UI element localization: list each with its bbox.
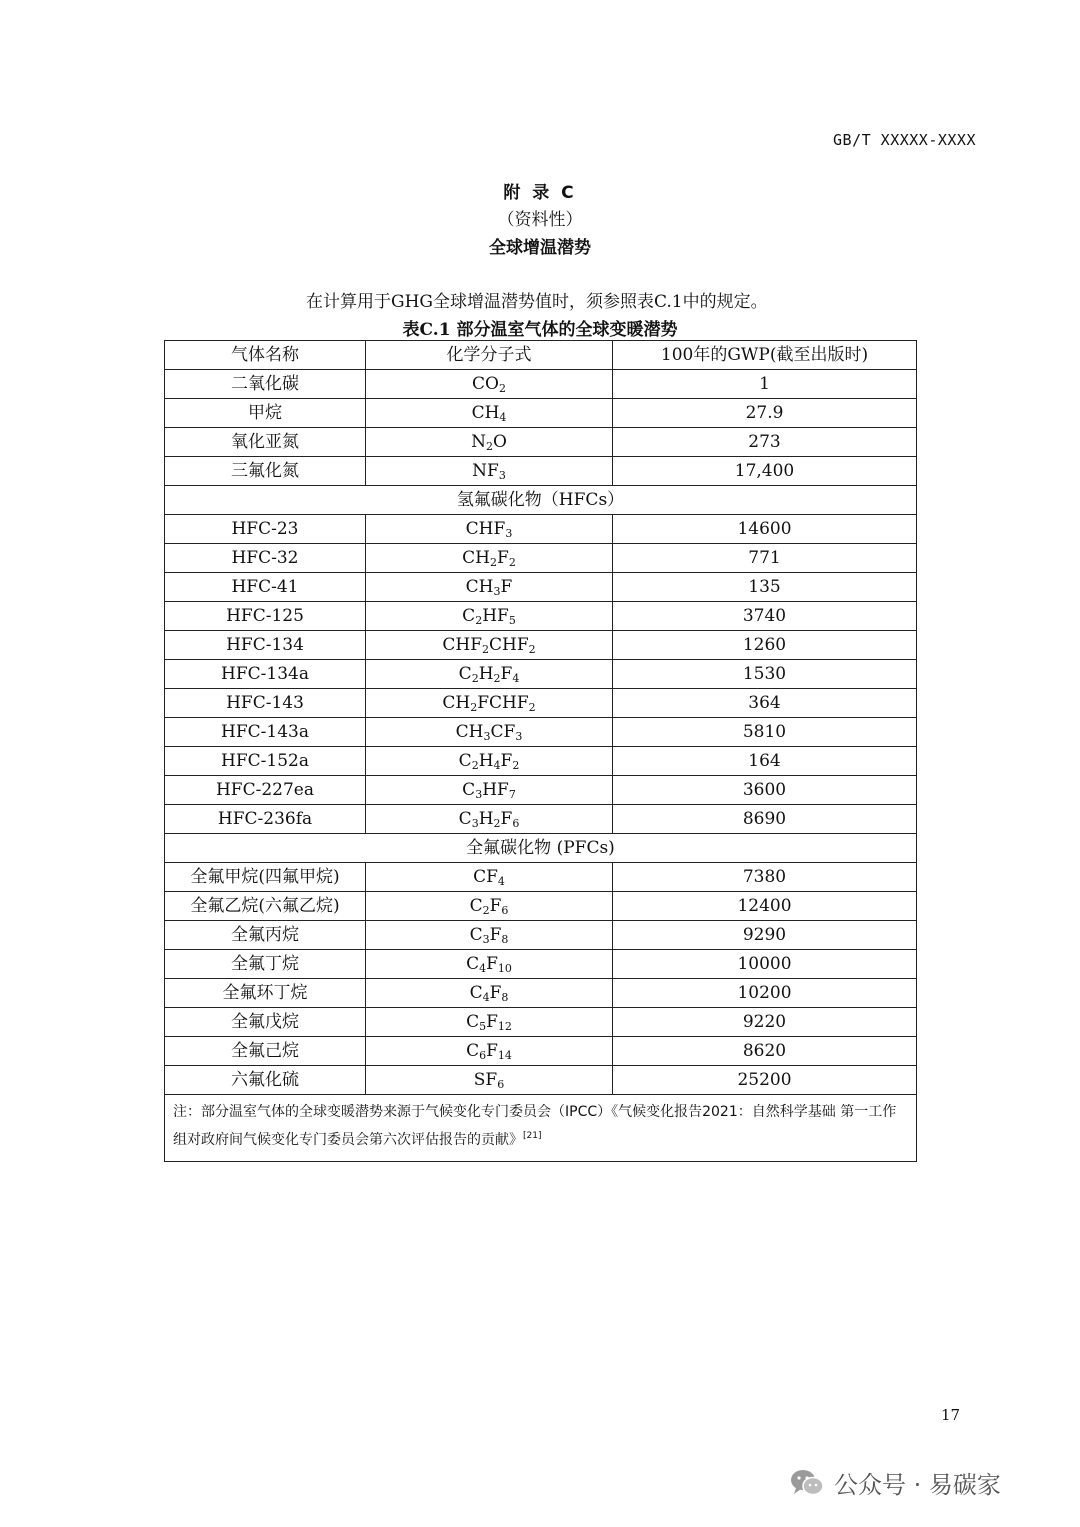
formula-text: C [458,751,472,771]
gwp-value-cell: 364 [613,689,917,718]
group-title: 氢氟碳化物（HFCs） [165,486,917,515]
gas-name-cell: 全氟丙烷 [165,921,366,950]
formula-subscript: 6 [501,904,509,917]
formula-text: F [486,1012,498,1032]
formula-subscript: 2 [482,904,490,917]
formula-text: C [469,925,483,945]
table-row [165,689,917,718]
gwp-value-cell: 135 [613,573,917,602]
gwp-value-cell: 17,400 [613,457,917,486]
gwp-value-cell: 7380 [613,863,917,892]
table-row [165,863,917,892]
formula-cell [366,631,613,660]
formula-subscript: 2 [512,759,520,772]
formula-subscript: 3 [483,730,491,743]
gwp-value-cell: 3740 [613,602,917,631]
formula-text: CHF [489,635,529,655]
gwp-value-cell: 8620 [613,1037,917,1066]
gwp-value-cell: 273 [613,428,917,457]
gas-name-cell: 全氟戊烷 [165,1008,366,1037]
wechat-icon [790,1468,824,1498]
table-row [165,950,917,979]
formula-subscript: 2 [470,701,478,714]
gwp-value-cell: 9220 [613,1008,917,1037]
formula-text: CF [473,867,498,887]
formula-cell [366,805,613,834]
table-row [165,602,917,631]
table-row [165,892,917,921]
gwp-value-cell: 10000 [613,950,917,979]
formula-text: C [469,983,483,1003]
formula-cell [366,1008,613,1037]
table-body [165,370,917,1095]
formula-cell [366,689,613,718]
formula-cell [366,428,613,457]
formula-text: CF [490,722,516,742]
formula-subscript: 8 [501,991,509,1004]
formula-text: HF [482,780,509,800]
formula-cell [366,544,613,573]
formula-cell [366,602,613,631]
group-header-row [165,486,917,515]
formula-subscript: 6 [512,817,520,830]
formula-text: CH [442,693,471,713]
formula-text: CH [471,403,500,423]
formula-subscript: 3 [475,788,483,801]
formula-subscript: 2 [471,672,479,685]
formula-subscript: 8 [501,933,509,946]
table-row [165,1037,917,1066]
formula-cell [366,776,613,805]
table-row [165,805,917,834]
gas-name-cell: HFC-41 [165,573,366,602]
appendix-subject: 全球增温潜势 [489,238,591,258]
gas-name-cell: HFC-134 [165,631,366,660]
formula-text: H [478,751,494,771]
note-row [165,1095,917,1162]
header-gas-name: 气体名称 [165,341,366,370]
intro-paragraph: 在计算用于GHG全球增温潜势值时，须参照表C.1中的规定。 [306,292,768,312]
formula-text: F [500,577,513,597]
formula-subscript: 14 [497,1049,512,1062]
table-note [165,1095,917,1162]
table-row [165,660,917,689]
note-reference: [21] [523,1131,542,1141]
formula-subscript: 6 [479,1049,487,1062]
gas-name-cell: 全氟甲烷(四氟甲烷) [165,863,366,892]
formula-subscript: 7 [508,788,516,801]
watermark-text: 公众号 · 易碳家 [834,1471,1001,1499]
formula-subscript: 12 [497,1020,512,1033]
formula-cell [366,718,613,747]
gas-name-cell: HFC-134a [165,660,366,689]
note-label: 注： [173,1104,201,1120]
formula-cell [366,399,613,428]
formula-text: NF [472,461,499,481]
formula-cell [366,660,613,689]
gwp-value-cell: 25200 [613,1066,917,1095]
table-row [165,399,917,428]
formula-text: F [500,751,513,771]
gas-name-cell: HFC-143 [165,689,366,718]
standard-code: GB/T XXXXX-XXXX [833,131,976,149]
gas-name-cell: HFC-143a [165,718,366,747]
formula-text: CH [462,548,491,568]
formula-text: CH [465,577,494,597]
gwp-value-cell: 27.9 [613,399,917,428]
table-row [165,1066,917,1095]
formula-text: CHF [442,635,482,655]
formula-text: F [500,664,513,684]
formula-text: F [497,548,509,568]
formula-subscript: 2 [482,643,489,656]
formula-subscript: 2 [493,817,501,830]
gas-name-cell: HFC-32 [165,544,366,573]
formula-text: C [462,780,476,800]
formula-subscript: 4 [499,411,507,424]
table-header-row [165,341,917,370]
table-row [165,544,917,573]
gwp-value-cell: 3600 [613,776,917,805]
gas-name-cell: 甲烷 [165,399,366,428]
formula-subscript: 2 [528,643,536,656]
gwp-value-cell: 164 [613,747,917,776]
gwp-value-cell: 12400 [613,892,917,921]
table-row [165,776,917,805]
formula-subscript: 2 [490,556,498,569]
formula-text: C [466,954,480,974]
formula-subscript: 2 [508,556,516,569]
formula-text: N [471,432,486,452]
gas-name-cell: 全氟丁烷 [165,950,366,979]
group-header-row [165,834,917,863]
formula-text: F [489,983,502,1003]
formula-text: C [469,896,483,916]
formula-cell [366,892,613,921]
formula-text: H [478,664,494,684]
gwp-value-cell: 8690 [613,805,917,834]
table-row [165,718,917,747]
watermark [790,1465,1001,1500]
gwp-table [164,340,917,1162]
formula-text: SF [473,1070,498,1090]
gwp-value-cell: 10200 [613,979,917,1008]
formula-subscript: 6 [497,1078,505,1091]
formula-cell [366,921,613,950]
formula-subscript: 3 [498,469,506,482]
formula-cell [366,457,613,486]
gas-name-cell: 三氟化氮 [165,457,366,486]
formula-cell [366,747,613,776]
formula-subscript: 4 [493,759,501,772]
gas-name-cell: 全氟乙烷(六氟乙烷) [165,892,366,921]
formula-subscript: 2 [475,614,483,627]
formula-subscript: 4 [512,672,520,685]
header-formula: 化学分子式 [366,341,613,370]
page-number: 17 [941,1406,961,1424]
gas-name-cell: HFC-152a [165,747,366,776]
table-row [165,370,917,399]
formula-text: F [486,954,498,974]
formula-subscript: 5 [479,1020,487,1033]
table-row [165,747,917,776]
formula-cell [366,1066,613,1095]
gwp-value-cell: 9290 [613,921,917,950]
formula-text: F [486,1041,498,1061]
formula-text: HF [482,606,509,626]
gwp-value-cell: 5810 [613,718,917,747]
formula-subscript: 3 [505,527,513,540]
formula-subscript: 2 [493,672,501,685]
formula-subscript: 4 [482,991,490,1004]
formula-subscript: 4 [479,962,487,975]
gas-name-cell: 二氧化碳 [165,370,366,399]
formula-subscript: 10 [497,962,512,975]
table-row [165,573,917,602]
gas-name-cell: HFC-227ea [165,776,366,805]
table-row [165,1008,917,1037]
formula-text: F [489,925,502,945]
formula-text: O [492,432,507,452]
formula-cell [366,863,613,892]
formula-subscript: 2 [528,701,536,714]
table-row [165,515,917,544]
table-row [165,979,917,1008]
table-row [165,921,917,950]
gwp-value-cell: 1530 [613,660,917,689]
gas-name-cell: HFC-236fa [165,805,366,834]
formula-subscript: 3 [482,933,490,946]
formula-subscript: 3 [471,817,479,830]
formula-cell [366,1037,613,1066]
formula-subscript: 2 [498,382,506,395]
formula-subscript: 5 [508,614,516,627]
formula-cell [366,950,613,979]
note-text: 部分温室气体的全球变暖潜势来源于气候变化专门委员会（IPCC）《气候变化报告2021：自然科学基础 第一工作组对政府间气候变化专门委员会第六次评估报告的贡献》 [173,1104,897,1148]
gas-name-cell: 全氟己烷 [165,1037,366,1066]
formula-subscript: 3 [515,730,523,743]
formula-subscript: 2 [471,759,479,772]
formula-text: CHF [465,519,506,539]
table-row [165,428,917,457]
gas-name-cell: 六氟化硫 [165,1066,366,1095]
gwp-value-cell: 1260 [613,631,917,660]
gas-name-cell: 全氟环丁烷 [165,979,366,1008]
formula-cell [366,573,613,602]
formula-text: CO [472,374,499,394]
formula-text: C [466,1041,480,1061]
group-title: 全氟碳化物 (PFCs) [165,834,917,863]
formula-subscript: 4 [497,875,505,888]
formula-text: F [489,896,502,916]
formula-cell [366,979,613,1008]
gwp-value-cell: 771 [613,544,917,573]
formula-text: C [462,606,476,626]
gwp-value-cell: 14600 [613,515,917,544]
gas-name-cell: 氧化亚氮 [165,428,366,457]
formula-text: C [466,1012,480,1032]
formula-cell [366,370,613,399]
formula-text: C [458,809,472,829]
table-caption: 表C.1 部分温室气体的全球变暖潜势 [402,320,678,340]
formula-subscript: 3 [493,585,501,598]
appendix-nature: （资料性） [497,210,583,230]
header-gwp: 100年的GWP(截至出版时) [613,341,917,370]
formula-text: F [500,809,513,829]
formula-text: C [458,664,472,684]
formula-text: FCHF [477,693,529,713]
gas-name-cell: HFC-125 [165,602,366,631]
table-row [165,631,917,660]
gwp-value-cell: 1 [613,370,917,399]
formula-text: H [478,809,494,829]
gas-name-cell: HFC-23 [165,515,366,544]
table-row [165,457,917,486]
formula-subscript: 2 [485,440,493,453]
appendix-title: 附 录 C [503,183,577,203]
formula-text: CH [455,722,484,742]
formula-cell [366,515,613,544]
